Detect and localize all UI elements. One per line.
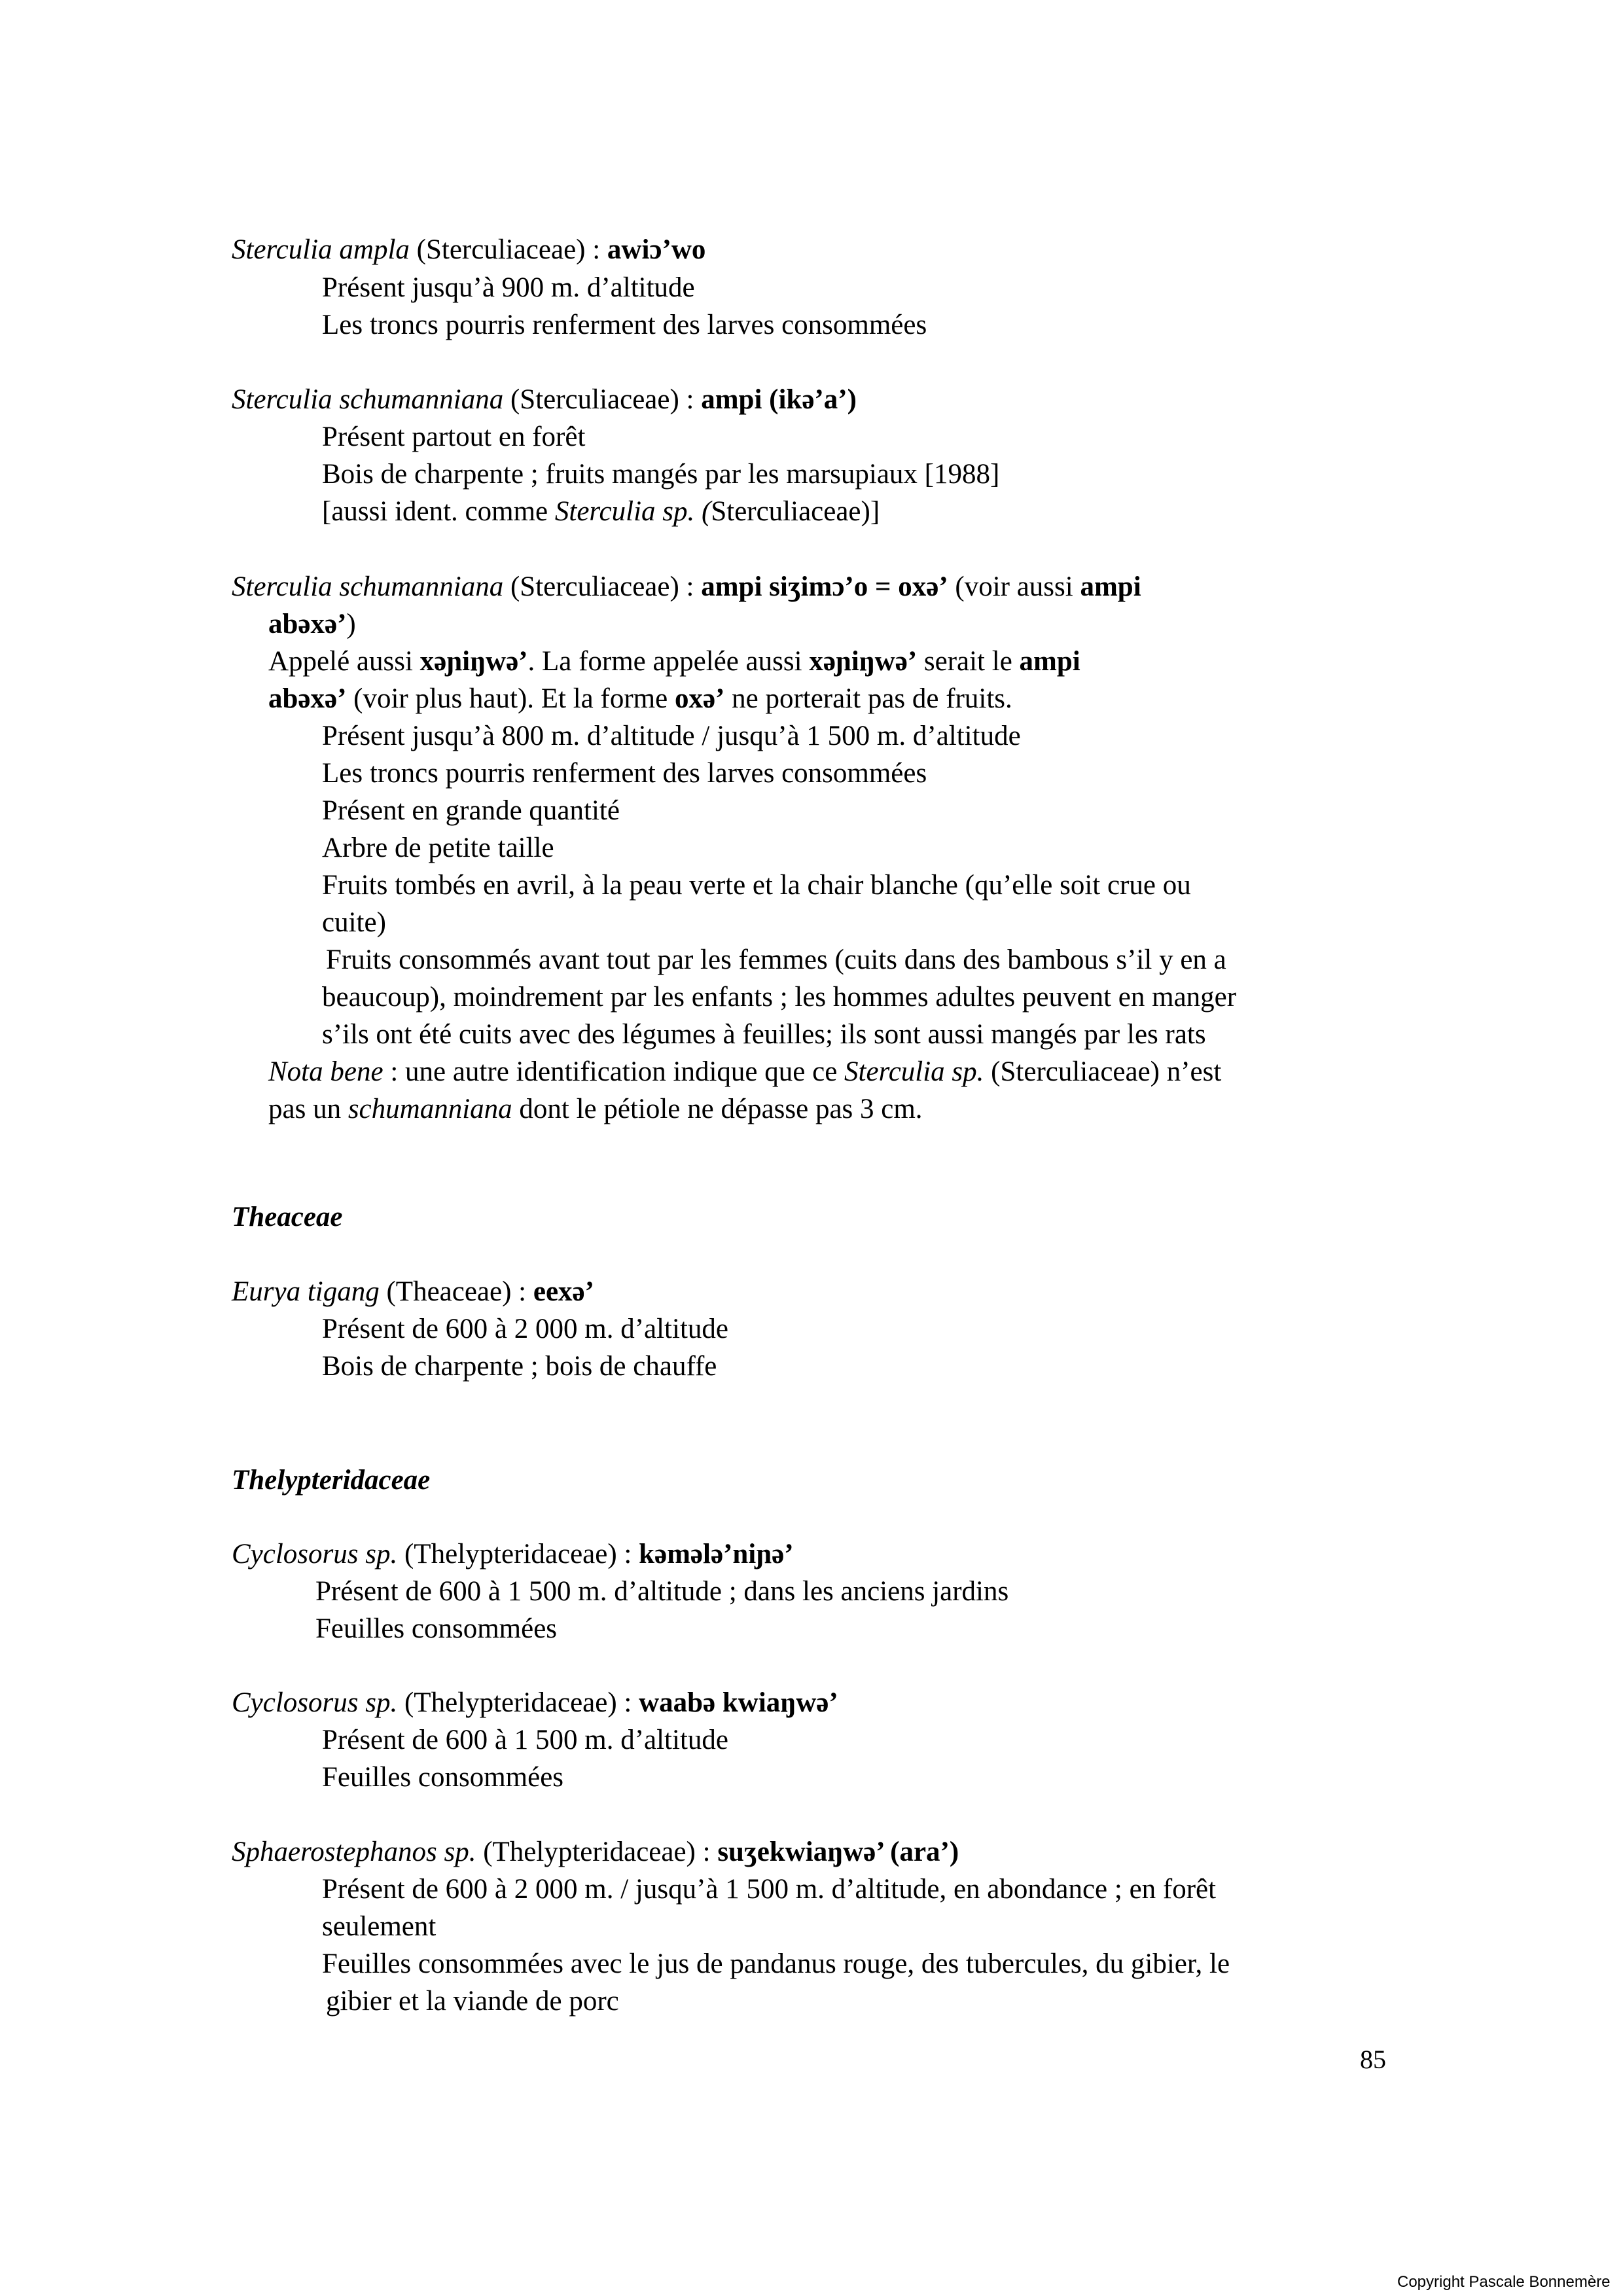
entry-detail [322,497,880,526]
entry-heading [232,1278,594,1306]
entry-paragraph [268,647,1080,675]
species-name: Sterculia sp. [844,1056,984,1087]
see-also-text: ) [346,609,356,639]
local-name: oxə’ [674,683,725,714]
para-text: Appelé aussi [268,646,420,677]
entry-detail: Présent en grande quantité [322,795,620,826]
family-label: (Theaceae) : [379,1276,533,1307]
entry-heading [232,573,1141,601]
entry-detail: Feuilles consommées [315,1613,558,1644]
local-name: awiɔ’wo [607,234,706,265]
local-name: kəmələ’niɲə’ [639,1539,794,1570]
local-name: ampi (ikə’a’) [701,384,857,415]
family-label: (Thelypteridaceae) : [397,1539,639,1570]
local-name: ampi [1019,646,1080,677]
entry-detail: seulement [322,1911,437,1942]
family-label: (Sterculiaceae) : [416,234,607,265]
para-text: (voir plus haut). Et la forme [346,683,675,714]
species-name: schumanniana [348,1094,512,1124]
entry-detail: Arbre de petite taille [322,833,554,863]
detail-text: [aussi ident. comme [322,496,555,527]
entry-detail: Présent jusqu’à 800 m. d’altitude / jusqu’à 1 500 m. d’altitude [322,721,1021,751]
entry-detail: cuite) [322,907,386,938]
entry-heading [232,1540,794,1568]
page-number: 85 [1360,2045,1386,2074]
entry-detail: Les troncs pourris renferment des larves consommées [322,310,927,340]
section-heading-thelypteridaceae: Thelypteridaceae [232,1465,431,1496]
local-name: waabə kwiaŋwə’ [639,1687,838,1718]
copyright-notice: Copyright Pascale Bonnemère [1397,2273,1611,2291]
local-name: eexə’ [533,1276,594,1307]
entry-detail: Fruits tombés en avril, à la peau verte et la chair blanche (qu’elle soit crue ou [322,870,1191,901]
entry-detail: Bois de charpente ; bois de chauffe [322,1351,717,1382]
entry-detail: Présent de 600 à 1 500 m. d’altitude [322,1725,728,1755]
see-also-text: (voir aussi [948,571,1080,602]
para-text: . La forme appelée aussi [527,646,810,677]
para-text: : une autre identification indique que ce [383,1056,845,1087]
entry-detail: Présent de 600 à 2 000 m. d’altitude [322,1314,728,1344]
entry-detail: Fruits consommés avant tout par les femmes (cuits dans des bambous s’il y en a [326,944,1226,975]
entry-heading [232,386,857,414]
para-text: dont le pétiole ne dépasse pas 3 cm. [512,1094,923,1124]
entry-heading [232,1838,959,1866]
entry-detail: Présent de 600 à 2 000 m. / jusqu’à 1 500 m. d’altitude, en abondance ; en forêt [322,1874,1217,1905]
para-text: serait le [917,646,1020,677]
nota-bene [268,1058,1221,1086]
para-text: (Sterculiaceae) n’est [984,1056,1222,1087]
see-also-name: ampi [1080,571,1141,602]
family-label: (Sterculiaceae) : [503,571,702,602]
entry-detail: Feuilles consommées avec le jus de pandanus rouge, des tubercules, du gibier, le [322,1948,1230,1979]
entry-detail: Présent partout en forêt [322,422,586,452]
entry-detail: Bois de charpente ; fruits mangés par les marsupiaux [1988] [322,459,1000,490]
entry-detail: Les troncs pourris renferment des larves consommées [322,758,927,789]
entry-detail: gibier et la viande de porc [326,1986,619,2017]
section-heading-theaceae: Theaceae [232,1202,343,1232]
entry-detail: s’ils ont été cuits avec des légumes à feuilles; ils sont aussi mangés par les rats [322,1019,1206,1050]
para-text: pas un [268,1094,348,1124]
nota-label: Nota bene [268,1056,383,1087]
family-label: (Thelypteridaceae) : [476,1837,718,1867]
entry-detail: Présent de 600 à 1 500 m. d’altitude ; dans les anciens jardins [315,1576,1009,1607]
species-name: Eurya tigang [232,1276,380,1307]
entry-paragraph [268,685,1012,713]
entry-heading-cont [268,610,356,638]
species-name: Sterculia ampla [232,234,410,265]
local-name: xəɲiŋwə’ [809,646,918,677]
entry-heading [232,1689,838,1717]
species-name: Sterculia schumanniana [232,384,504,415]
local-name: abəxə’ [268,683,347,714]
species-name: Sphaerostephanos sp. [232,1837,476,1867]
entry-detail: beaucoup), moindrement par les enfants ; les hommes adultes peuvent en manger [322,982,1237,1013]
local-name: suʒekwiaŋwə’ (ara’) [717,1837,959,1867]
species-name: Sterculia schumanniana [232,571,504,602]
family-label: (Sterculiaceae) : [503,384,702,415]
see-also-name: abəxə’ [268,609,347,639]
local-name: xəɲiŋwə’ [419,646,528,677]
species-name: Cyclosorus sp. [232,1539,398,1570]
detail-text: Sterculiaceae)] [711,496,880,527]
species-name: Sterculia sp. ( [554,496,711,527]
entry-detail: Présent jusqu’à 900 m. d’altitude [322,272,695,303]
species-name: Cyclosorus sp. [232,1687,398,1718]
entry-heading [232,236,705,264]
para-text: ne porterait pas de fruits. [724,683,1012,714]
family-label: (Thelypteridaceae) : [397,1687,639,1718]
entry-detail: Feuilles consommées [322,1762,564,1793]
nota-bene [268,1095,923,1123]
local-name: ampi siʒimɔ’o = oxə’ [701,571,948,602]
